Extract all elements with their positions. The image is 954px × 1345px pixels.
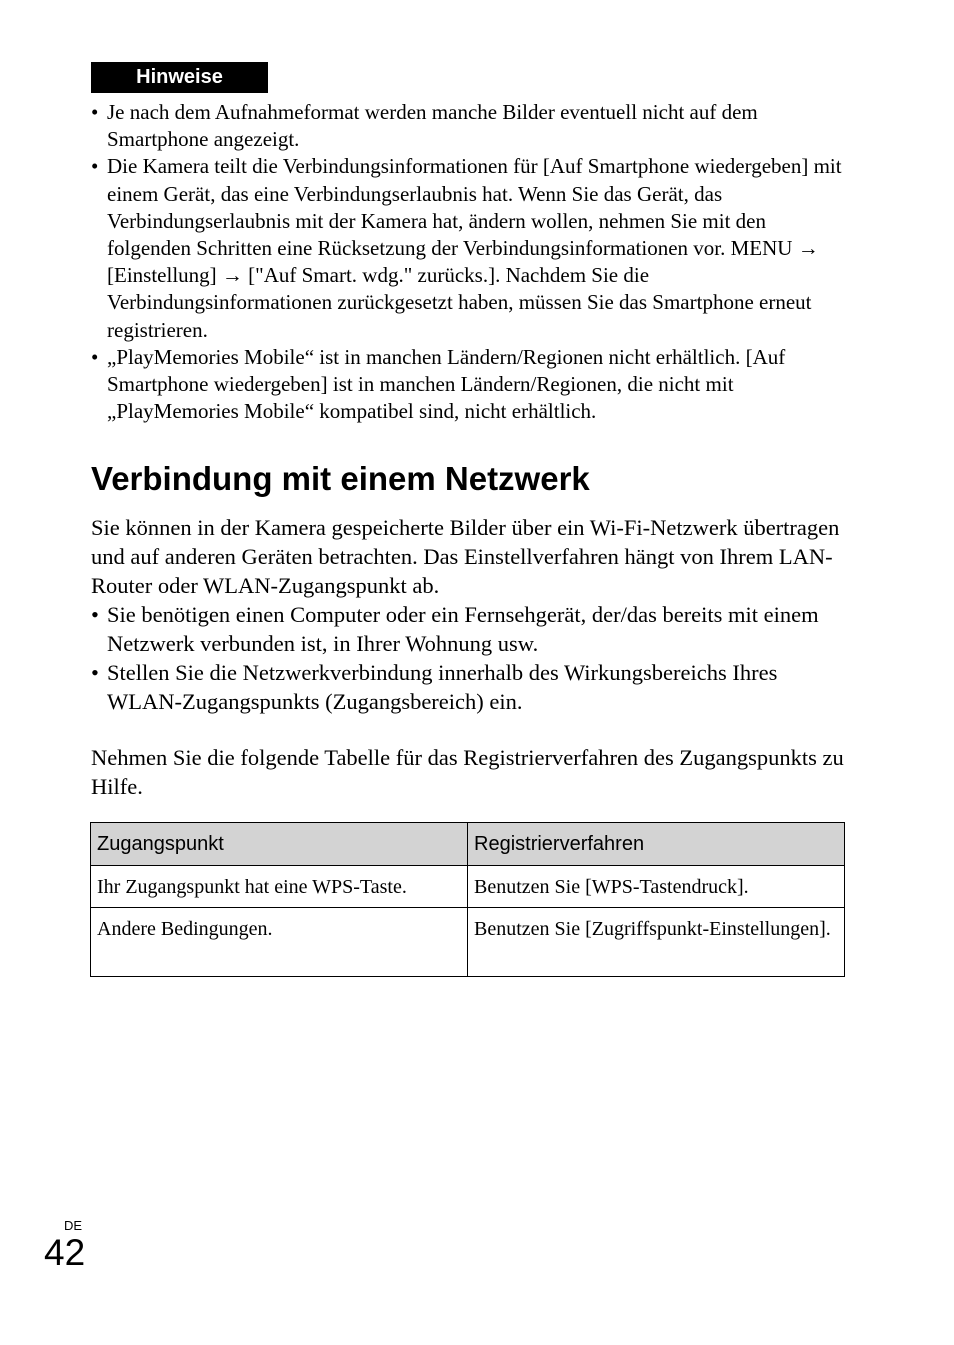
table-intro: Nehmen Sie die folgende Tabelle für das Registrierverfahren des Zugangspunkts zu Hilfe. xyxy=(91,745,844,799)
language-code: DE xyxy=(64,1218,83,1233)
section-title: Verbindung mit einem Netzwerk xyxy=(91,460,590,497)
table-header-row xyxy=(91,823,845,866)
requirement-item: • Stellen Sie die Netzwerkverbindung innerhalb des Wirkungsbereichs Ihres WLAN-Zugangspunkts (Zugangsbereich) ein. xyxy=(91,658,851,716)
page-number: 42 xyxy=(44,1232,86,1273)
hinweise-heading: Hinweise xyxy=(91,62,268,93)
table-cell: Andere Bedingungen. xyxy=(91,908,468,977)
column-header-access-point: Zugangspunkt xyxy=(91,823,468,866)
note-item: • „PlayMemories Mobile“ ist in manchen Ländern/Regionen nicht erhältlich. [Auf Smartphone wiedergeben] ist in manchen Ländern/Regionen, die nicht mit „PlayMemories Mobile“ kompatibel sind, nicht erhältlich. xyxy=(91,344,851,426)
column-header-registration-method: Registrierverfahren xyxy=(468,823,845,866)
table-cell: Ihr Zugangspunkt hat eine WPS-Taste. xyxy=(91,866,468,908)
table-row xyxy=(91,908,845,977)
table-cell: Benutzen Sie [WPS-Tastendruck]. xyxy=(468,866,845,908)
notes-list xyxy=(91,99,851,425)
note-item: • Je nach dem Aufnahmeformat werden manche Bilder eventuell nicht auf dem Smartphone angezeigt. xyxy=(91,99,851,153)
table-cell: Benutzen Sie [Zugriffspunkt-Einstellungen]. xyxy=(468,908,845,977)
section-intro: Sie können in der Kamera gespeicherte Bilder über ein Wi-Fi-Netzwerk übertragen und auf anderen Geräten betrachten. Das Einstellverfahren hängt von Ihrem LAN-Router oder WLAN-Zugangspunkt ab. xyxy=(91,515,840,598)
access-point-table xyxy=(90,822,845,977)
requirements-list xyxy=(91,600,851,716)
requirement-item: • Sie benötigen einen Computer oder ein Fernsehgerät, der/das bereits mit einem Netzwerk verbunden ist, in Ihrer Wohnung usw. xyxy=(91,600,851,658)
note-item: • Die Kamera teilt die Verbindungsinformationen für [Auf Smartphone wiedergeben] mit einem Gerät, das eine Verbindungserlaubnis hat. Wenn Sie das Gerät, das Verbindungserlaubnis mit der Kamera hat, ändern wollen, nehmen Sie mit den folgenden Schritten eine Rücksetzung der Verbindungsinformationen vor. MENU → [Einstellung] → ["Auf Smart. wdg." zurücks.]. Nachdem Sie die Verbindungsinformationen zurückgesetzt haben, müssen Sie das Smartphone erneut registrieren. xyxy=(91,153,851,343)
table-row xyxy=(91,866,845,908)
